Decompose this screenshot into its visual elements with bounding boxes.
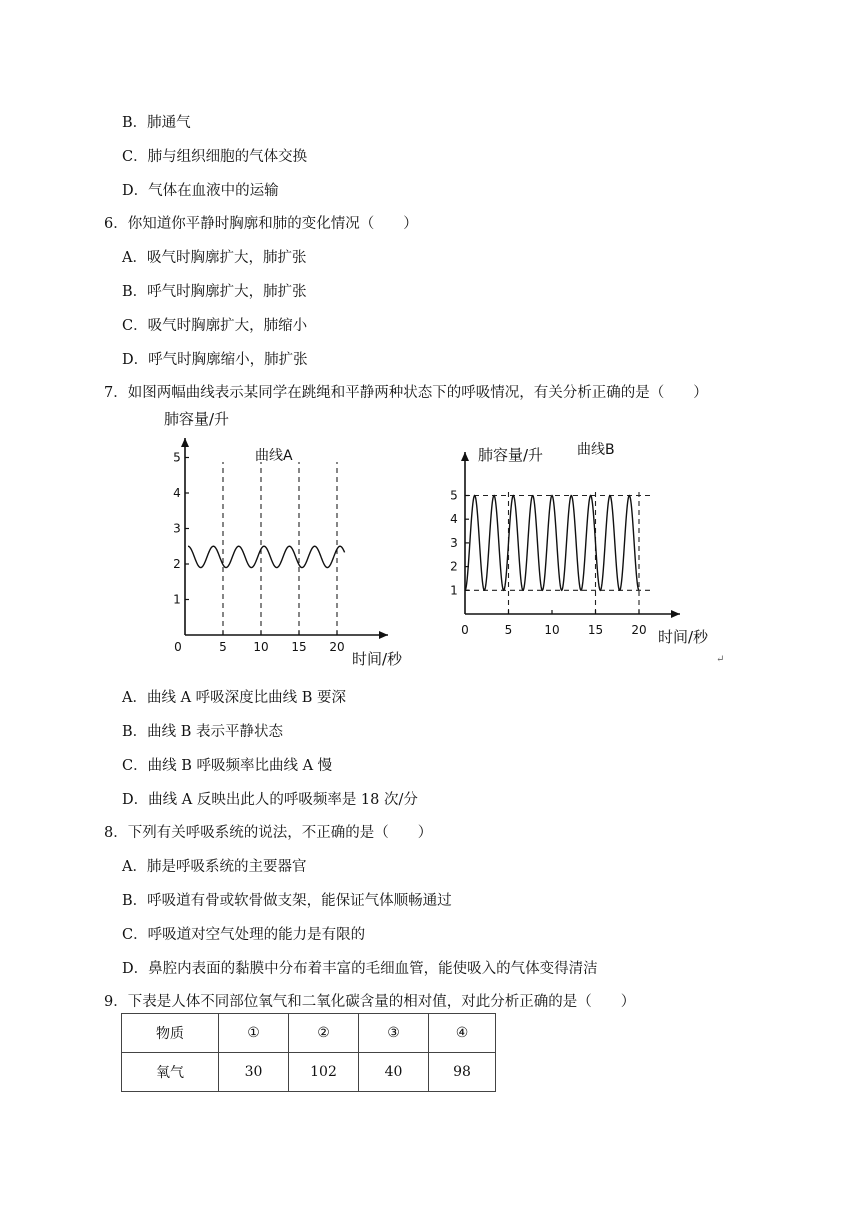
q6-option-d: D．呼气时胸廓缩小，肺扩张 [122, 352, 308, 368]
q7-option-c: C．曲线 B 呼吸频率比曲线 A 慢 [122, 758, 333, 774]
question-6: 6．你知道你平静时胸廓和肺的变化情况（ ） [104, 216, 418, 232]
q5-option-b: B．肺通气 [122, 115, 191, 131]
y-tick-label: 2 [173, 557, 181, 571]
x-tick-label: 0 [174, 640, 182, 654]
q7-option-a: A．曲线 A 呼吸深度比曲线 B 要深 [122, 690, 347, 706]
q6-option-a: A．吸气时胸廓扩大，肺扩张 [122, 250, 307, 266]
question-9: 9．下表是人体不同部位氧气和二氧化碳含量的相对值，对此分析正确的是（ ） [104, 994, 636, 1010]
q5-option-c: C．肺与组织细胞的气体交换 [122, 149, 308, 165]
x-tick-label: 15 [587, 623, 604, 637]
gas-table [121, 1013, 496, 1092]
x-axis-arrow [671, 610, 680, 618]
y-axis-arrow [461, 452, 469, 461]
q8-option-a: A．肺是呼吸系统的主要器官 [122, 859, 307, 875]
table-header-cell: ④ [429, 1014, 496, 1053]
table-cell: 氧气 [122, 1053, 219, 1092]
y-axis-label: 肺容量/升 [478, 446, 544, 464]
y-tick-label: 4 [173, 486, 181, 500]
x-tick-label: 0 [461, 623, 469, 637]
y-tick-label: 2 [450, 559, 458, 574]
q8-option-c: C．呼吸道对空气处理的能力是有限的 [122, 927, 366, 943]
q7-option-b: B．曲线 B 表示平静状态 [122, 724, 284, 740]
x-tick-label: 15 [291, 640, 307, 654]
q6-option-b: B．呼气时胸廓扩大，肺扩张 [122, 284, 307, 300]
y-tick-label: 1 [450, 583, 458, 598]
y-tick-label: 5 [173, 450, 181, 465]
x-tick-label: 10 [253, 640, 269, 654]
table-cell: 30 [219, 1053, 289, 1092]
x-tick-label: 20 [631, 623, 647, 637]
table-cell: 98 [429, 1053, 496, 1092]
y-tick-label: 5 [450, 488, 458, 503]
breathing-curve [188, 546, 345, 567]
curve-title: 曲线B [577, 442, 615, 458]
curve-title: 曲线A [255, 448, 293, 464]
breathing-curve [465, 496, 639, 591]
table-row [122, 1053, 496, 1092]
question-8: 8．下列有关呼吸系统的说法，不正确的是（ ） [104, 825, 433, 841]
y-tick-label: 3 [173, 521, 181, 536]
x-tick-label: 5 [504, 623, 513, 637]
question-7: 7．如图两幅曲线表示某同学在跳绳和平静两种状态下的呼吸情况，有关分析正确的是（ ） [104, 385, 708, 401]
table-cell: 102 [289, 1053, 359, 1092]
y-axis-label: 肺容量/升 [164, 410, 230, 428]
x-tick-label: 5 [219, 640, 227, 654]
y-axis-arrow [181, 438, 189, 447]
q8-option-d: D．鼻腔内表面的黏膜中分布着丰富的毛细血管，能使吸入的气体变得清洁 [122, 961, 598, 977]
y-tick-label: 3 [450, 535, 458, 550]
table-header-row [122, 1014, 496, 1053]
chart-curve-b [440, 432, 730, 650]
q8-option-b: B．呼吸道有骨或软骨做支架，能保证气体顺畅通过 [122, 893, 452, 909]
q5-option-d: D．气体在血液中的运输 [122, 183, 279, 199]
y-tick-label: 4 [450, 512, 458, 527]
x-axis-label: 时间/秒 [658, 628, 709, 646]
x-tick-label: 10 [544, 623, 560, 637]
x-tick-label: 20 [329, 640, 345, 654]
table-cell: 40 [359, 1053, 429, 1092]
table-header-cell: ① [219, 1014, 289, 1053]
q7-option-d: D．曲线 A 反映出此人的呼吸频率是 18 次/分 [122, 792, 418, 808]
q6-option-c: C．吸气时胸廓扩大，肺缩小 [122, 318, 308, 334]
x-axis-label: 时间/秒 [352, 650, 403, 668]
x-axis-arrow [379, 631, 388, 639]
table-header-cell: ③ [359, 1014, 429, 1053]
return-mark: ↵ [716, 654, 725, 665]
chart-curve-a [160, 402, 420, 674]
y-tick-label: 1 [173, 592, 181, 607]
table-header-cell: ② [289, 1014, 359, 1053]
table-header-cell: 物质 [122, 1014, 219, 1053]
